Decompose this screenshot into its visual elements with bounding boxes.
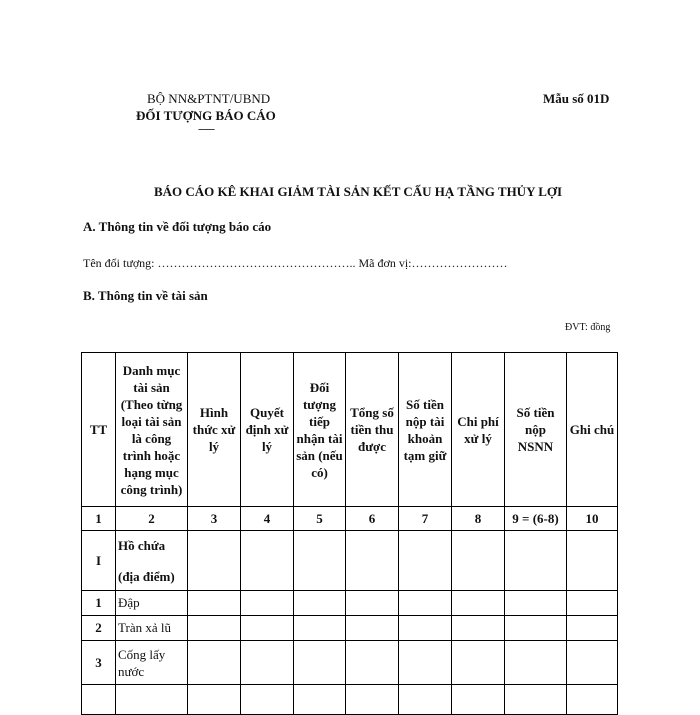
table-row [82, 641, 618, 685]
empty-cell [567, 531, 618, 591]
column-number: 2 [116, 507, 188, 531]
empty-cell [452, 641, 505, 685]
asset-name: Cống lấy nước [116, 641, 188, 685]
empty-cell [346, 616, 399, 641]
empty-cell [294, 591, 346, 616]
subject-name-line: Tên đối tượng: ………………………………………….. Mã đơn vị:…………………… [83, 256, 508, 270]
column-header: Chi phí xử lý [452, 353, 505, 507]
empty-cell [505, 641, 567, 685]
empty-cell [188, 641, 241, 685]
column-header: Đối tượng tiếp nhận tài sản (nếu có) [294, 353, 346, 507]
asset-table [81, 352, 618, 715]
section-a-heading: A. Thông tin về đối tượng báo cáo [83, 219, 272, 234]
document-title: BÁO CÁO KÊ KHAI GIẢM TÀI SẢN KẾT CẤU HẠ TẦNG THỦY LỢI [153, 184, 563, 199]
empty-cell [241, 531, 294, 591]
asset-name: Đập [116, 591, 188, 616]
empty-cell [346, 531, 399, 591]
table-row [82, 616, 618, 641]
row-number: I [82, 531, 116, 591]
table-row [82, 531, 618, 591]
empty-cell [241, 591, 294, 616]
column-number: 10 [567, 507, 618, 531]
table-header-row [82, 353, 618, 507]
column-number: 8 [452, 507, 505, 531]
column-number: 9 = (6-8) [505, 507, 567, 531]
header-divider: ------ [198, 123, 214, 135]
empty-cell [294, 616, 346, 641]
asset-name-cell [116, 531, 188, 591]
empty-cell [346, 591, 399, 616]
empty-cell [399, 591, 452, 616]
empty-cell [505, 591, 567, 616]
column-number: 4 [241, 507, 294, 531]
empty-cell [505, 616, 567, 641]
column-number: 6 [346, 507, 399, 531]
empty-cell [241, 616, 294, 641]
empty-cell [452, 531, 505, 591]
column-header: Hình thức xử lý [188, 353, 241, 507]
column-header: Số tiền nộp tài khoản tạm giữ [399, 353, 452, 507]
column-number: 7 [399, 507, 452, 531]
asset-location: (địa điểm) [118, 568, 175, 584]
empty-cell [567, 591, 618, 616]
section-b-heading: B. Thông tin về tài sản [83, 288, 208, 303]
empty-cell [399, 616, 452, 641]
empty-cell [294, 641, 346, 685]
empty-cell [399, 641, 452, 685]
column-header: Tổng số tiền thu được [346, 353, 399, 507]
currency-unit: ĐVT: đồng [565, 322, 611, 333]
column-header: TT [82, 353, 116, 507]
column-number-row [82, 507, 618, 531]
asset-name: Hồ chứa [118, 537, 166, 553]
agency-name: BỘ NN&PTNT/UBND [147, 91, 271, 106]
empty-cell [241, 641, 294, 685]
column-number: 5 [294, 507, 346, 531]
column-header: Quyết định xử lý [241, 353, 294, 507]
table-row [82, 591, 618, 616]
empty-cell [567, 616, 618, 641]
empty-cell [452, 616, 505, 641]
reporting-subject: ĐỐI TƯỢNG BÁO CÁO [136, 108, 276, 123]
column-header: Danh mục tài sản (Theo từng loại tài sản là công trình hoặc hạng mục công trình) [116, 353, 188, 507]
row-number: 1 [82, 591, 116, 616]
column-number: 3 [188, 507, 241, 531]
row-number: 3 [82, 641, 116, 685]
empty-cell [188, 531, 241, 591]
form-code: Mẫu số 01D [543, 91, 610, 106]
row-number: 2 [82, 616, 116, 641]
empty-cell [294, 531, 346, 591]
empty-cell [188, 616, 241, 641]
column-header: Số tiền nộp NSNN [505, 353, 567, 507]
empty-cell [452, 591, 505, 616]
asset-name: Tràn xả lũ [116, 616, 188, 641]
empty-cell [346, 641, 399, 685]
column-header: Ghi chú [567, 353, 618, 507]
empty-cell [399, 531, 452, 591]
empty-cell [567, 641, 618, 685]
column-number: 1 [82, 507, 116, 531]
empty-cell [188, 591, 241, 616]
empty-cell [505, 531, 567, 591]
